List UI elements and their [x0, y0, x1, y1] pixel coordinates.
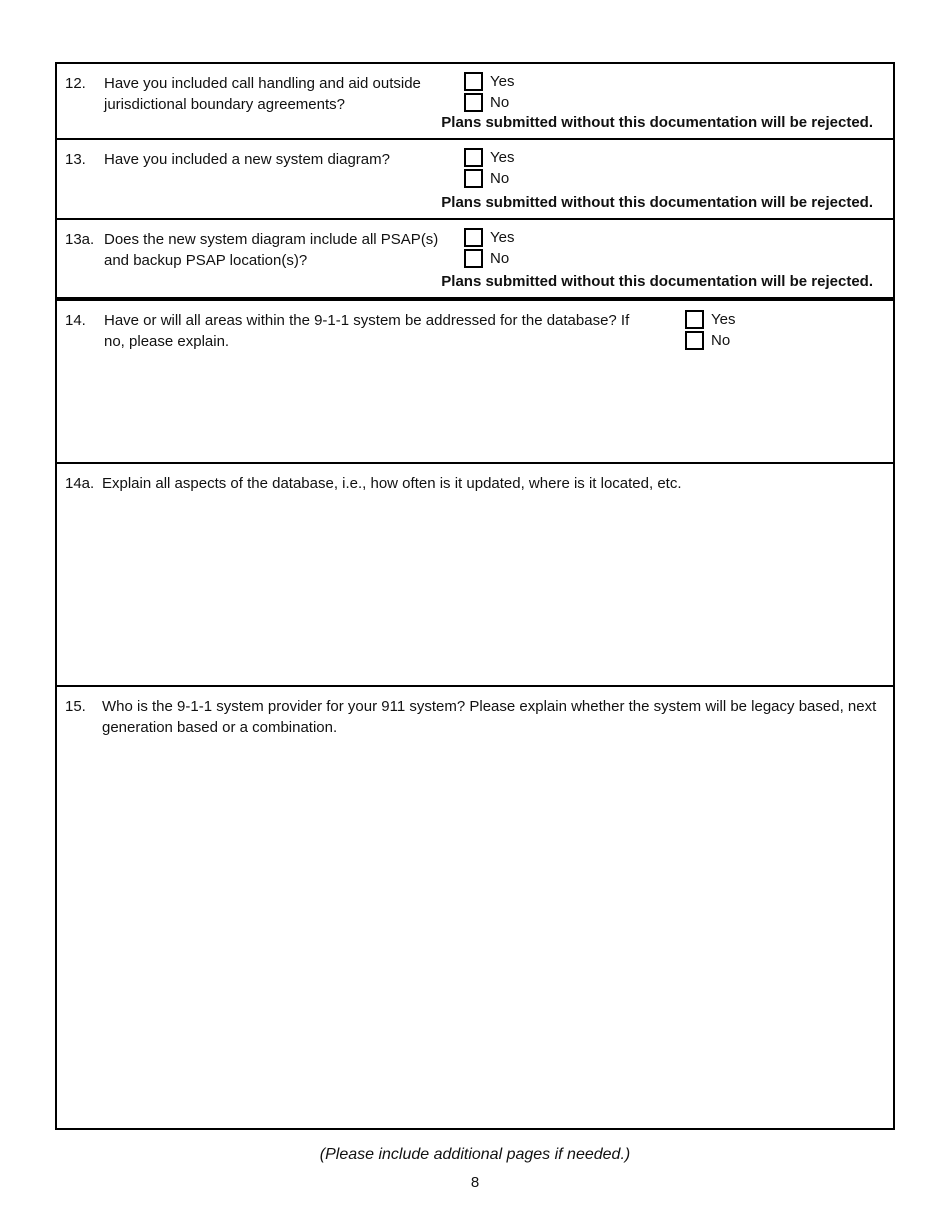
- no-label: No: [490, 250, 510, 267]
- question-text: Does the new system diagram include all PSAP(s) and backup PSAP location(s)?: [104, 231, 439, 269]
- question-row-13a: [57, 220, 893, 301]
- yes-label: Yes: [490, 149, 515, 166]
- no-option: [464, 168, 514, 189]
- question-row-13: [57, 140, 893, 220]
- q14-answer-area[interactable]: [61, 361, 889, 458]
- q14a-answer-area[interactable]: [61, 502, 889, 681]
- yes-option: [464, 71, 514, 92]
- yes-no-checkboxes: [685, 309, 735, 351]
- question-number: 13a.: [65, 231, 95, 248]
- rejection-warning: Plans submitted without this documentation will be rejected.: [441, 114, 873, 131]
- q14-yes-checkbox[interactable]: [685, 310, 704, 329]
- yes-label: Yes: [490, 229, 515, 246]
- yes-no-checkboxes: [464, 227, 514, 269]
- no-label: No: [490, 170, 510, 187]
- page-number: 8: [470, 1174, 480, 1191]
- question-text: Have you included a new system diagram?: [104, 151, 390, 168]
- q14-no-checkbox[interactable]: [685, 331, 704, 350]
- no-option: [464, 92, 514, 113]
- yes-option: [685, 309, 735, 330]
- question-number: 14.: [65, 312, 86, 329]
- questions-table: [55, 62, 895, 1130]
- question-number: 12.: [65, 75, 86, 92]
- question-text: Explain all aspects of the database, i.e., how often is it updated, where is it located, etc.: [102, 475, 682, 492]
- question-text: Have or will all areas within the 9-1-1 system be addressed for the database? If no, please explain.: [104, 312, 630, 350]
- no-label: No: [490, 94, 510, 111]
- no-option: [464, 248, 514, 269]
- q12-yes-checkbox[interactable]: [464, 72, 483, 91]
- question-number: 14a.: [65, 475, 95, 492]
- q15-answer-area[interactable]: [61, 747, 889, 1124]
- yes-label: Yes: [711, 311, 736, 328]
- yes-label: Yes: [490, 73, 515, 90]
- yes-no-checkboxes: [464, 147, 514, 189]
- q13-yes-checkbox[interactable]: [464, 148, 483, 167]
- question-text: Have you included call handling and aid outside jurisdictional boundary agreements?: [104, 75, 421, 113]
- question-row-15: [57, 687, 893, 1128]
- question-text: Who is the 9-1-1 system provider for your 911 system? Please explain whether the system will be legacy based, next generation based or a combination.: [102, 698, 877, 736]
- additional-pages-note: (Please include additional pages if needed.): [319, 1146, 631, 1163]
- q13a-no-checkbox[interactable]: [464, 249, 483, 268]
- yes-option: [464, 227, 514, 248]
- q12-no-checkbox[interactable]: [464, 93, 483, 112]
- yes-option: [464, 147, 514, 168]
- no-option: [685, 330, 735, 351]
- question-row-14: [57, 301, 893, 464]
- question-row-14a: [57, 464, 893, 687]
- question-number: 15.: [65, 698, 86, 715]
- q13-no-checkbox[interactable]: [464, 169, 483, 188]
- no-label: No: [711, 332, 731, 349]
- q13a-yes-checkbox[interactable]: [464, 228, 483, 247]
- rejection-warning: Plans submitted without this documentation will be rejected.: [441, 273, 873, 290]
- rejection-warning: Plans submitted without this documentation will be rejected.: [441, 194, 873, 211]
- question-row-12: [57, 64, 893, 140]
- yes-no-checkboxes: [464, 71, 514, 113]
- question-number: 13.: [65, 151, 86, 168]
